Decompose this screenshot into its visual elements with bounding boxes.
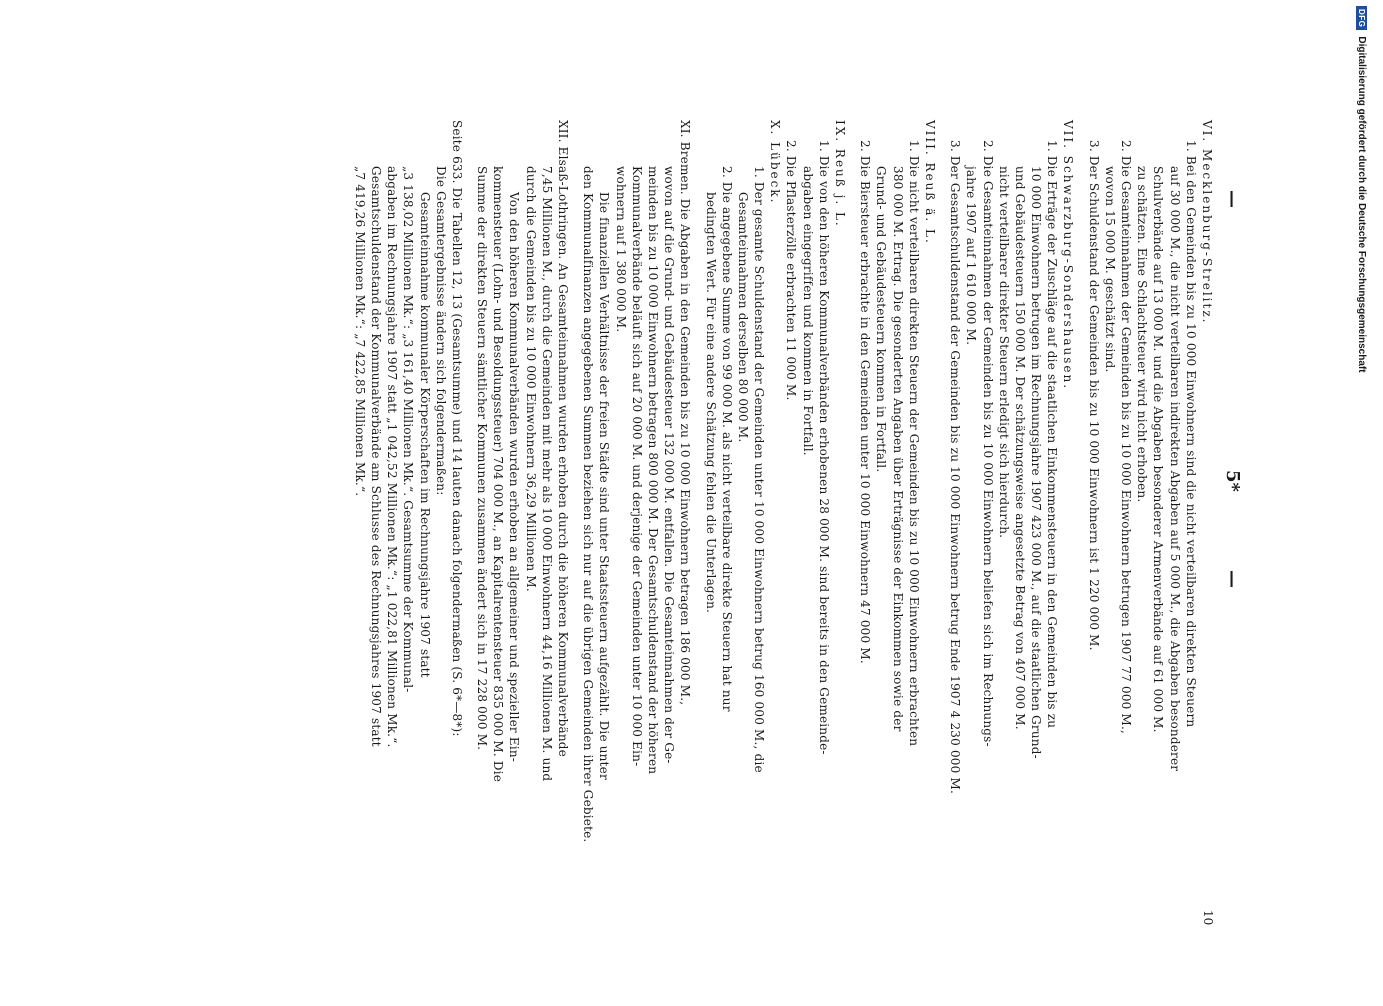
header-dash-right: —	[1222, 570, 1243, 588]
text-line: und Gebäudesteuern 150 000 M. Der schätzungsweise angesetzte Betrag von 407 000 M.	[1012, 166, 1027, 730]
text-line: Seite 633. Die Tabellen 12, 13 (Gesamtsumme) und 14 lauten danach folgendermaßen (S. 6*—8*):	[449, 120, 464, 737]
text-line: 1. Bei den Gemeinden bis zu 10 000 Einwohnern sind die nicht verteilbaren direkten Steuern	[1183, 140, 1198, 728]
section-heading: VIII. Reuß ä. L.	[923, 120, 937, 245]
text-line: Gesamteinnahme kommunaler Körperschaften im Rechnungsjahre 1907 statt	[417, 192, 432, 678]
page-marker: 5*	[1222, 470, 1243, 492]
section-heading: VI. Mecklenburg-Strelitz.	[1200, 120, 1214, 325]
text-line: nicht verteilbarer direkter Steuern erledigt sich hierdurch.	[996, 166, 1011, 539]
text-line: Summe der direkten Steuern sämtlicher Kommunen zusammen ändert sich in 17 228 000 M.	[475, 166, 490, 751]
text-line: Gesamtschuldenstand der Kommunalverbände am Schlusse des Rechnungsjahres 1907 statt	[369, 166, 383, 747]
text-line: XI. Bremen. Die Abgaben in den Gemeinden bis zu 10 000 Einwohnern betragen 186 000 M.,	[678, 120, 693, 706]
section-heading: VII. Schwarzburg-Sondershausen.	[1061, 120, 1076, 391]
text-line: 2. Die Gesamteinnahmen der Gemeinden bis zu 10 000 Einwohnern beliefen sich im Rechnungs-	[980, 140, 995, 747]
rotated-page	[135, 120, 1245, 900]
text-line: 7,45 Millionen M., durch die Gemeinden mit mehr als 10 000 Einwohnern 44,16 Millionen M. und	[539, 166, 554, 782]
text-line: Gesamteinnahmen derselben 80 000 M.	[735, 192, 750, 443]
text-line: wohnern auf 1 380 000 M.	[613, 166, 628, 333]
document-body	[352, 120, 1215, 900]
text-line: Die Gesamtergebnisse ändern sich folgendermaßen:	[433, 166, 448, 496]
text-line: Grund- und Gebäudesteuern kommen in Fortfall.	[874, 166, 889, 473]
text-line: meinden bis zu 10 000 Einwohnern betragen 800 000 M. Der Gesamtschuldenstand der höheren	[646, 166, 660, 775]
text-line: durch die Gemeinden bis zu 10 000 Einwohnern 36,29 Millionen M.	[523, 166, 538, 592]
text-line: 1. Die nicht verteilbaren direkten Steuern der Gemeinden bis zu 10 000 Einwohnern erbrachten	[906, 140, 921, 747]
text-line: 1. Die von den höheren Kommunalverbänden erhobenen 28 000 M. sind bereits in den Gemeinde-	[816, 140, 831, 755]
header-dash-left: —	[1222, 190, 1243, 208]
text-line: auf 30 000 M., die nicht verteilbaren indirekten Abgaben auf 5 000 M., die Abgaben besonderer	[1167, 166, 1182, 772]
text-line: „3 138,02 Millionen Mk.“: „3 161,40 Millionen Mk.“. Gesamtsumme der Kommunal-	[401, 166, 416, 693]
dfg-logo: DFG	[1357, 6, 1368, 30]
text-line: 2. Die Pflasterzölle erbrachten 11 000 M.	[784, 140, 799, 401]
text-line: wovon auf die Grund- und Gebäudesteuer 132 000 M. entfallen. Die Gesamteinnahmen der Ge-	[662, 166, 677, 764]
text-line: kommensteuer (Lohn- und Besoldungssteuer) 704 000 M., an Kapitalrentensteuer 835 000 M. Die	[491, 166, 506, 783]
text-line: den Kommunalfinanzen angegebenen Summen beziehen sich nur auf die übrigen Gemeinden ihrer Gebiete.	[581, 166, 596, 843]
text-line: „7 419,26 Millionen Mk.“: „7 422,85 Millionen Mk.“.	[352, 166, 367, 497]
text-line: 2. Die angegebene Summe von 99 000 M. als nicht verteilbare direkte Steuern hat nur	[719, 166, 734, 712]
text-line: 380 000 M. Ertrag. Die gesonderten Angaben über Erträgnisse der Einkommen sowie der	[890, 166, 905, 732]
section-heading: X. Lübeck.	[768, 120, 783, 205]
text-line: abgaben im Rechnungsjahre 1907 statt „1 042,52 Millionen Mk.“: „1 022,81 Millionen Mk.“.	[385, 166, 400, 748]
page-header	[1215, 120, 1245, 900]
text-line: abgaben eingegriffen und kommen in Fortfall.	[800, 166, 815, 456]
credit-text: Digitalisierung gefördert durch die Deutsche Forschungsgemeinschaft	[1356, 36, 1368, 373]
text-line: Schulverbände auf 13 000 M. und die Abgaben besonderer Armenverbände auf 61 000 M.	[1151, 166, 1166, 733]
text-line: 2. Die Gesamteinnahmen der Gemeinden bis zu 10 000 Einwohnern betrugen 1907 77 000 M.,	[1119, 140, 1134, 735]
text-line: Die finanziellen Verhältnisse der freien Städte sind unter Staatssteuern aufgezählt. Die unter	[597, 192, 612, 780]
digitization-credit	[1354, 6, 1370, 1006]
page-number: 10	[1201, 910, 1215, 926]
text-line: 10 000 Einwohnern betrugen im Rechnungsjahre 1907 423 000 M., auf die staatlichen Grund-	[1029, 166, 1044, 759]
text-line: jahre 1907 auf 1 610 000 M.	[964, 166, 979, 346]
text-line: XII. Elsaß-Lothringen. An Gesamteinnahmen wurden erhoben durch die höheren Kommunalverbände	[556, 120, 571, 757]
text-line: 2. Die Biersteuer erbrachte in den Gemeinden unter 10 000 Einwohnern 47 000 M.	[858, 140, 873, 664]
text-line: zu schätzen. Eine Schlachtsteuer wird nicht erhoben.	[1135, 166, 1150, 503]
text-line: 3. Der Gesamtschuldenstand der Gemeinden bis zu 10 000 Einwohnern betrug Ende 1907 4 230 000 M.	[948, 140, 963, 794]
text-line: bedingten Wert. Für eine andere Schätzung fehlen die Unterlagen.	[703, 192, 718, 614]
text-line: 1. Der gesamte Schuldenstand der Gemeinden unter 10 000 Einwohnern betrug 160 000 M., die	[752, 166, 767, 773]
text-line: wovon 15 000 M. geschätzt sind.	[1102, 166, 1117, 373]
text-line: Von den höheren Kommunalverbänden wurden erhoben an allgemeiner und spezieller Ein-	[507, 192, 522, 763]
text-line: Kommunalverbände beläuft sich auf 20 000 M. und derjenige der Gemeinden unter 10 000 Ein-	[629, 166, 644, 767]
text-line: 3. Der Schuldenstand der Gemeinden bis zu 10 000 Einwohnern ist 1 220 000 M.	[1086, 140, 1101, 651]
section-heading: IX. Reuß j. L.	[833, 120, 848, 228]
text-line: 1. Die Erträge der Zuschläge auf die staatlichen Einkommensteuern in den Gemeinden bis zu	[1045, 140, 1060, 729]
